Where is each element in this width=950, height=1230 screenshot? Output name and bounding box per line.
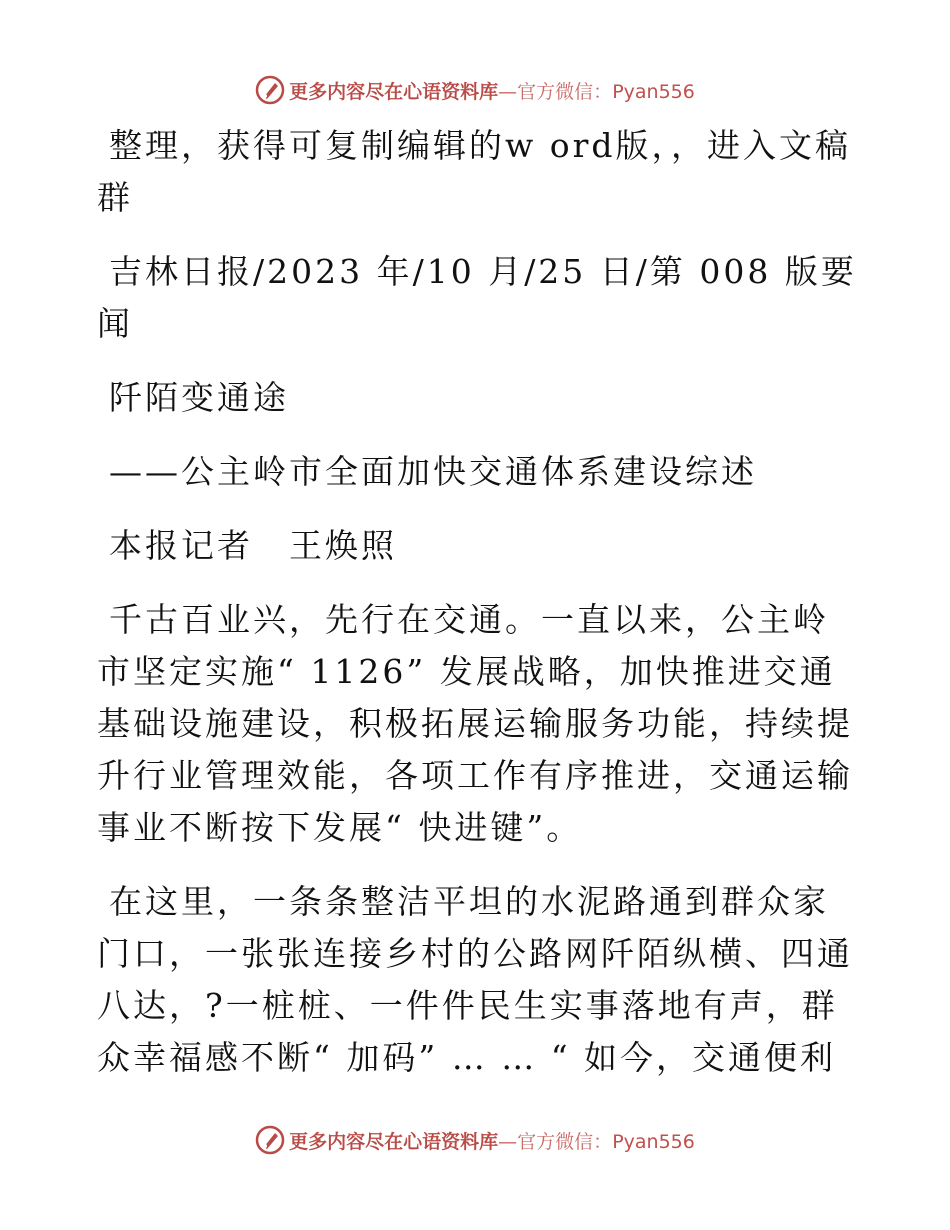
banner-text: 更多内容尽在心语资料库—官方微信：Pyan556: [289, 80, 695, 103]
byline: 本报记者 王焕照: [109, 526, 397, 565]
body-paragraph: 在这里，一条条整洁平坦的水泥路通到群众家门口，一张张连接乡村的公路网阡陌纵横、四通八达，?一桩桩、一件件民生实事落地有声，群众幸福感不断“ 加码” … … “ 如今，交通便利: [97, 882, 853, 1077]
article-title: 阡陌变通途: [109, 378, 289, 417]
source-line: 吉林日报/2023 年/10 月/25 日/第 008 版要闻: [97, 252, 857, 343]
intro-line: 整理，获得可复制编辑的w ord版，，进入文稿群: [97, 126, 852, 217]
footer-banner: [0, 1120, 950, 1160]
body-paragraph: 千古百业兴，先行在交通。一直以来，公主岭市坚定实施“ 1126” 发展战略，加快推进交通基础设施建设，积极拓展运输服务功能，持续提升行业管理效能，各项工作有序推进，交通运输事业不断按下发展“ 快进键”。: [97, 600, 853, 847]
red-pen-circle-logo: [255, 75, 285, 105]
banner-text: 更多内容尽在心语资料库—官方微信：Pyan556: [289, 1130, 695, 1153]
red-pen-circle-logo: [255, 1125, 285, 1155]
document-body: [97, 120, 857, 1084]
article-subtitle: ——公主岭市全面加快交通体系建设综述: [109, 452, 757, 491]
header-banner: [0, 70, 950, 110]
